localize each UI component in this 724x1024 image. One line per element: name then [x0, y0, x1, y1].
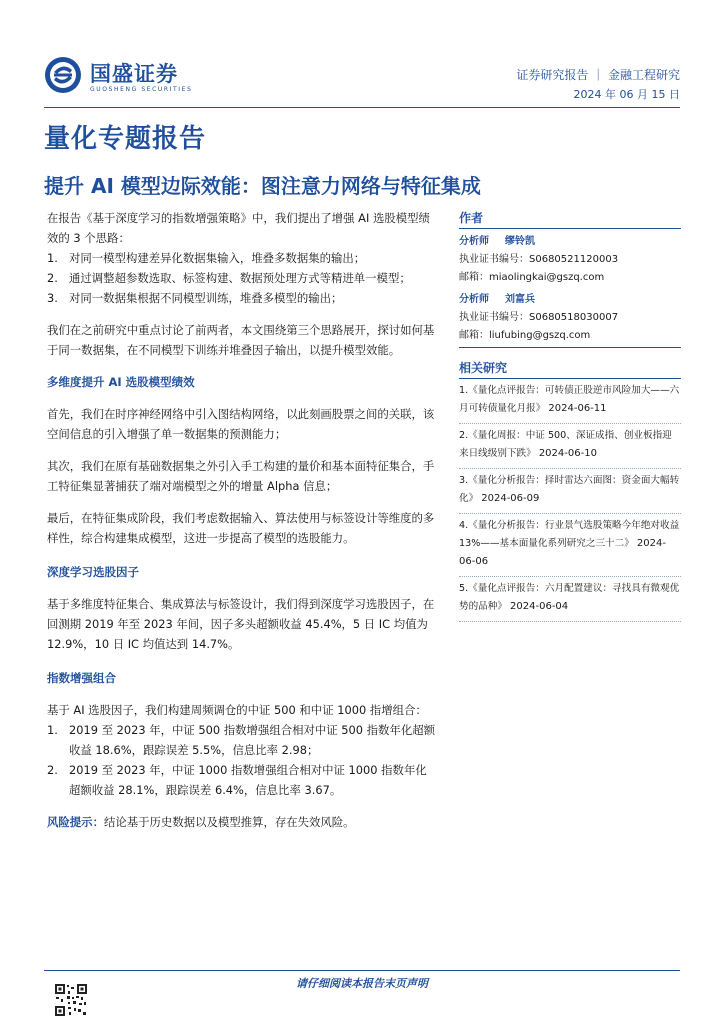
sidebar-divider [459, 347, 681, 348]
related-date: 2024-06-10 [538, 448, 597, 459]
sidebar [459, 208, 681, 622]
intro-paragraph: 在报告《基于深度学习的指数增强策略》中，我们提出了增强 AI 选股模型绩效的 3 个思路： [47, 211, 430, 245]
footer-divider [44, 970, 680, 971]
related-date: 2024-06-09 [481, 493, 540, 504]
author-heading: 作者 [459, 208, 681, 229]
list-item [47, 268, 437, 288]
analyst-name: 刘富兵 [505, 294, 535, 305]
list-text: 通过调整超参数选取、标签构建、数据预处理方式等精进单一模型； [69, 271, 411, 285]
company-logo [44, 56, 194, 98]
cert-label: 执业证书编号： [459, 312, 529, 323]
footer-disclaimer[interactable]: 请仔细阅读本报告末页声明 [296, 977, 428, 990]
header-divider [44, 107, 680, 108]
report-title: 提升 AI 模型边际效能：图注意力网络与特征集成 [44, 174, 481, 198]
list-number: 1. [47, 251, 58, 265]
cert-number: S0680518030007 [529, 312, 619, 323]
list-text: 对同一模型构建差异化数据集输入，堆叠多数据集的输出； [69, 251, 366, 265]
related-date: 2024-06-06 [459, 538, 666, 567]
cert-label: 执业证书编号： [459, 254, 529, 265]
list-item [47, 288, 437, 308]
paragraph: 我们在之前研究中重点讨论了前两者，本文围绕第三个思路展开，探讨如何基于同一数据集，在不同模型下训练并堆叠因子输出，以提升模型效能。 [47, 323, 435, 357]
section-heading: 指数增强组合 [47, 671, 116, 685]
related-title: 1.《量化点评报告：可转债正股逆市风险加大——六月可转债量化月报》 [459, 385, 680, 414]
related-heading: 相关研究 [459, 358, 681, 379]
section-heading: 深度学习选股因子 [47, 565, 139, 579]
related-item[interactable] [459, 514, 681, 577]
combos-list [47, 720, 437, 800]
related-title: 3.《量化分析报告：择时雷达六面图：资金面大幅转化》 [459, 475, 680, 504]
risk-label: 风险提示： [47, 815, 104, 829]
related-date: 2024-06-04 [510, 601, 569, 612]
related-title: 4.《量化分析报告：行业景气选股策略今年绝对收益 13%——基本面量化系列研究之三十二》 [459, 520, 680, 549]
email-label: 邮箱： [459, 330, 489, 341]
related-item[interactable] [459, 469, 681, 514]
cert-number: S0680521120003 [529, 254, 619, 265]
qr-code-icon [54, 983, 88, 1017]
guosheng-logo-icon [44, 56, 82, 94]
list-item [47, 760, 437, 800]
paragraph: 其次，我们在原有基础数据集之外引入手工构建的量价和基本面特征集合，手工特征集显著捕获了端对端模型之外的增量 Alpha 信息； [47, 459, 435, 493]
related-title: 5.《量化点评报告：六月配置建议：寻找具有微观优势的品种》 [459, 583, 680, 612]
list-number: 1. [47, 723, 58, 737]
main-content [47, 208, 437, 832]
report-type: 证券研究报告 ｜ 金融工程研究 [516, 68, 680, 82]
analyst-email[interactable]: miaolingkai@gszq.com [489, 272, 605, 283]
email-label: 邮箱： [459, 272, 489, 283]
risk-warning [47, 812, 437, 832]
ideas-list [47, 248, 437, 308]
related-item[interactable] [459, 577, 681, 622]
list-text: 2019 至 2023 年，中证 500 指数增强组合相对中证 500 指数年化超额收益 18.6%，跟踪误差 5.5%，信息比率 2.98； [69, 723, 436, 757]
list-text: 2019 至 2023 年，中证 1000 指数增强组合相对中证 1000 指数年化超额收益 28.1%，跟踪误差 6.4%，信息比率 3.67。 [69, 763, 427, 797]
logo-english-name: GUOSHENG SECURITIES [90, 86, 193, 93]
list-item [47, 248, 437, 268]
paragraph: 基于 AI 选股因子，我们构建周频调仓的中证 500 和中证 1000 指增组合： [47, 703, 427, 717]
logo-name: 国盛证券 [90, 62, 178, 86]
analyst-card [459, 233, 681, 287]
analyst-name: 缪铃凯 [505, 236, 535, 247]
series-title: 量化专题报告 [44, 124, 207, 154]
list-text: 对同一数据集根据不同模型训练，堆叠多模型的输出； [69, 291, 343, 305]
related-title: 2.《量化周报：中证 500、深证成指、创业板指迎来日线级别下跌》 [459, 430, 672, 459]
list-number: 2. [47, 763, 58, 777]
risk-text: 结论基于历史数据以及模型推算，存在失效风险。 [103, 815, 355, 829]
section-heading: 多维度提升 AI 选股模型绩效 [47, 375, 195, 389]
list-number: 3. [47, 291, 58, 305]
report-date: 2024 年 06 月 15 日 [573, 88, 680, 101]
related-research [459, 358, 681, 622]
paragraph: 最后，在特征集成阶段，我们考虑数据输入、算法使用与标签设计等维度的多样性，综合构建集成模型，这进一步提高了模型的选股能力。 [47, 511, 435, 545]
related-item[interactable] [459, 379, 681, 424]
list-item [47, 720, 437, 760]
related-item[interactable] [459, 424, 681, 469]
analyst-email[interactable]: liufubing@gszq.com [489, 330, 591, 341]
analyst-role: 分析师 [459, 294, 489, 305]
analyst-role: 分析师 [459, 236, 489, 247]
list-number: 2. [47, 271, 58, 285]
related-date: 2024-06-11 [548, 403, 607, 414]
paragraph: 基于多维度特征集合、集成算法与标签设计，我们得到深度学习选股因子，在回测期 2019 年至 2023 年间，因子多头超额收益 45.4%，5 日 IC 均值为 12.9%，10 日 IC 均值达到 14.7%。 [47, 597, 435, 651]
analyst-card [459, 291, 681, 345]
paragraph: 首先，我们在时序神经网络中引入图结构网络，以此刻画股票之间的关联，该空间信息的引入增强了单一数据集的预测能力； [47, 407, 435, 441]
